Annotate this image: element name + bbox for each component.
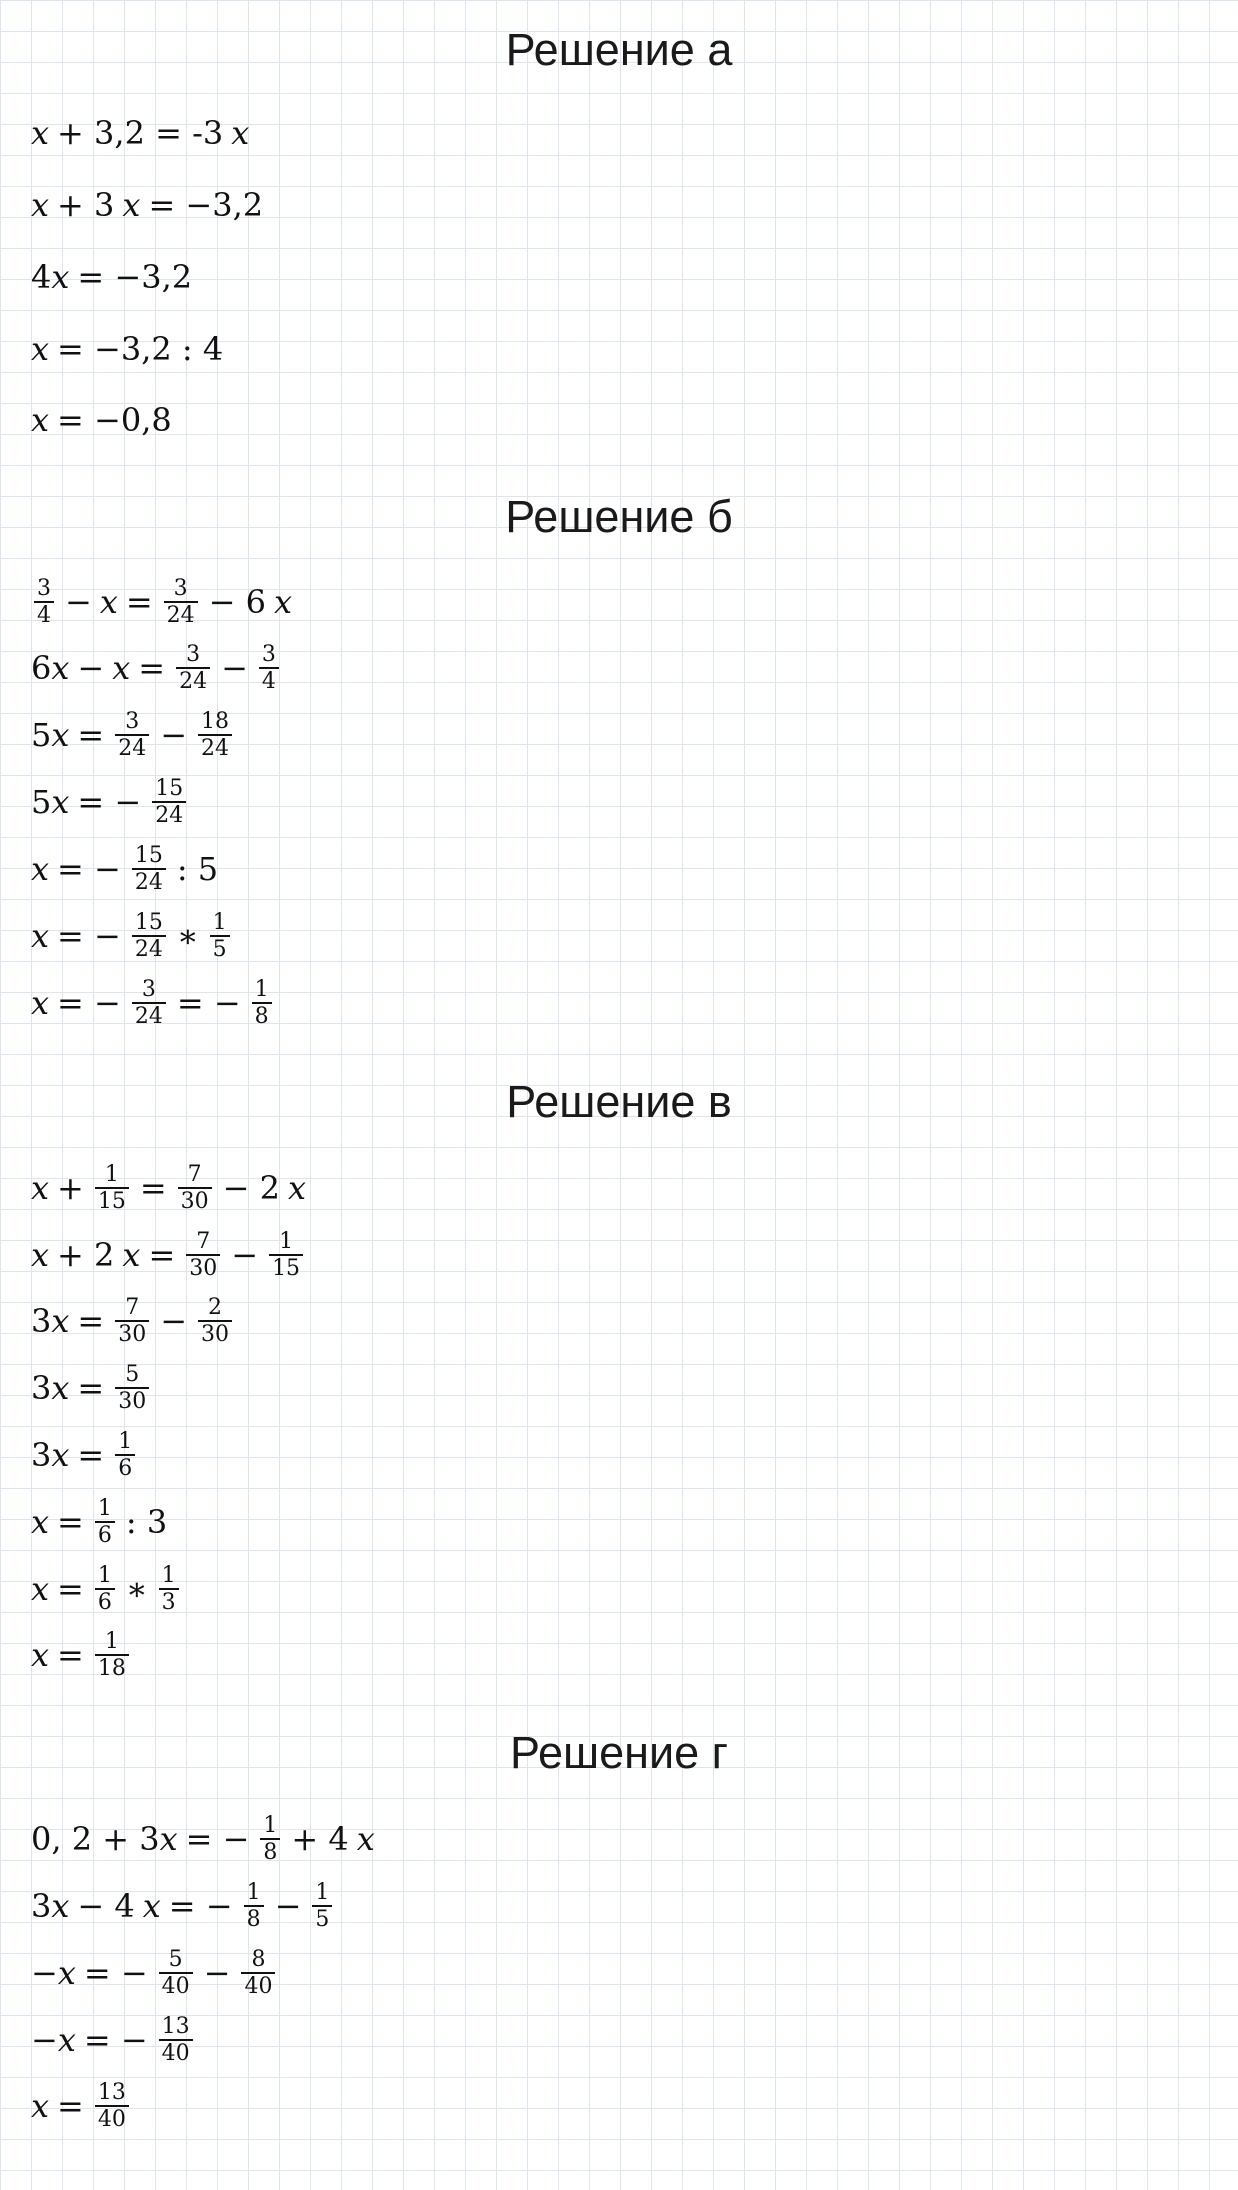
operator: = − (57, 850, 121, 888)
coef: 5 (31, 783, 52, 821)
equation-line (31, 1425, 138, 1485)
operator: = − (57, 917, 121, 955)
fraction-numerator: 2 (208, 1295, 223, 1320)
operator: = − (83, 1954, 148, 1992)
fraction-numerator: 8 (251, 1947, 266, 1972)
section-g-title: Решение г (509, 1727, 729, 1778)
fraction-denominator: 8 (260, 1838, 280, 1865)
fraction-numerator: 3 (141, 977, 156, 1002)
operator: = − (168, 1887, 233, 1925)
equation-line (31, 1625, 132, 1685)
operator: − (160, 1302, 188, 1340)
operator: = (57, 2087, 84, 2125)
equation-line (31, 1158, 306, 1218)
operator: = (77, 1436, 105, 1474)
fraction (259, 642, 279, 694)
fraction-denominator: 8 (244, 1905, 264, 1932)
operator: = − (57, 984, 121, 1022)
var: x (231, 114, 250, 152)
fraction (34, 576, 54, 628)
fraction (244, 1880, 264, 1932)
operator: − 6 (208, 583, 267, 621)
fraction-denominator: 5 (312, 1905, 332, 1932)
var: x (57, 2021, 76, 2059)
equation-line (31, 705, 235, 765)
fraction-numerator: 3 (186, 642, 201, 667)
fraction-denominator: 5 (210, 935, 230, 962)
var: x (31, 401, 50, 439)
var: x (31, 114, 50, 152)
operator: = − (83, 2021, 148, 2059)
fraction-denominator: 4 (34, 601, 54, 628)
fraction (95, 1496, 115, 1548)
fraction-denominator: 24 (115, 734, 149, 761)
fraction-denominator: 3 (159, 1588, 179, 1615)
var: x (51, 1887, 70, 1925)
fraction (252, 977, 272, 1029)
fraction-denominator: 24 (164, 601, 198, 628)
fraction (95, 1563, 115, 1615)
fraction-denominator: 6 (115, 1454, 135, 1481)
operator: − (203, 1954, 231, 1992)
operator: = − (185, 1820, 250, 1858)
var: x (31, 850, 50, 888)
operator: = (77, 716, 105, 754)
operator: = (57, 1570, 84, 1608)
fraction-numerator: 1 (263, 1813, 278, 1838)
fraction (260, 1813, 280, 1865)
fraction-numerator: 1 (104, 1629, 119, 1654)
var: x (288, 1169, 307, 1207)
fraction-numerator: 5 (125, 1362, 140, 1387)
fraction-numerator: 3 (37, 576, 51, 601)
var: x (31, 984, 50, 1022)
fraction-numerator: 7 (125, 1295, 140, 1320)
fraction (198, 709, 232, 761)
var: x (99, 583, 118, 621)
fraction-numerator: 7 (187, 1162, 202, 1187)
fraction (164, 576, 198, 628)
fraction (176, 642, 210, 694)
fraction (115, 709, 149, 761)
fraction (132, 977, 166, 1029)
equation-line (31, 1943, 278, 2003)
var: x (31, 1236, 50, 1274)
operator: − (221, 649, 248, 687)
fraction-numerator: 1 (97, 1496, 112, 1521)
fraction-denominator: 40 (241, 1972, 275, 1999)
fraction (210, 910, 230, 962)
var: x (51, 1369, 70, 1407)
operator: : 3 (125, 1503, 168, 1541)
fraction-denominator: 30 (186, 1254, 220, 1281)
equation-line (31, 638, 282, 698)
coef: 3 (31, 1369, 52, 1407)
fraction (152, 776, 186, 828)
var: x (51, 1436, 70, 1474)
operator: − (274, 1887, 302, 1925)
operator: − (231, 1236, 259, 1274)
operator: + (57, 1169, 84, 1207)
fraction (198, 1295, 232, 1347)
equation-line (31, 839, 226, 899)
var: x (274, 583, 293, 621)
fraction (132, 910, 166, 962)
fraction-denominator: 18 (95, 1654, 129, 1681)
fraction-numerator: 7 (196, 1229, 211, 1254)
expr: + 3,2 = -3 (57, 114, 224, 152)
var: x (31, 186, 50, 224)
fraction-numerator: 1 (104, 1162, 119, 1187)
fraction-denominator: 30 (178, 1187, 212, 1214)
fraction-numerator: 1 (161, 1563, 176, 1588)
fraction-numerator: 15 (134, 843, 163, 868)
fraction-denominator: 8 (252, 1002, 272, 1029)
operator: − 4 (77, 1887, 135, 1925)
fraction-denominator: 24 (152, 801, 186, 828)
equation-line (31, 1291, 235, 1351)
fraction-denominator: 24 (176, 667, 210, 694)
equation-line (31, 247, 200, 307)
fraction-denominator: 15 (269, 1254, 303, 1281)
operator: = (138, 649, 166, 687)
fraction (186, 1229, 220, 1281)
operator: = (139, 1169, 167, 1207)
operator: = − (77, 783, 142, 821)
fraction-numerator: 13 (161, 2014, 190, 2039)
fraction-denominator: 30 (198, 1320, 232, 1347)
operator: − (65, 583, 92, 621)
var: x (122, 186, 141, 224)
var: x (122, 1236, 141, 1274)
equation-line (31, 103, 249, 163)
fraction-numerator: 13 (97, 2080, 126, 2105)
operator: = (57, 1636, 84, 1674)
var: x (31, 2087, 50, 2125)
fraction-denominator: 6 (95, 1588, 115, 1615)
fraction (178, 1162, 212, 1214)
fraction (159, 1563, 179, 1615)
coef: 3 (31, 1302, 52, 1340)
expr: = −0,8 (57, 401, 172, 439)
expr: + 3 (57, 186, 115, 224)
section-b-title: Решение б (505, 491, 733, 542)
fraction (95, 2080, 129, 2132)
operator: : 5 (176, 850, 219, 888)
equation-line (31, 1358, 152, 1418)
fraction-denominator: 40 (159, 1972, 193, 1999)
fraction-numerator: 3 (261, 642, 276, 667)
fraction (95, 1162, 129, 1214)
fraction-numerator: 1 (97, 1563, 112, 1588)
fraction-numerator: 15 (155, 776, 184, 801)
fraction (159, 2014, 193, 2066)
fraction-denominator: 24 (132, 868, 166, 895)
var: x (51, 1302, 70, 1340)
operator: ∗ (176, 917, 199, 955)
var: x (31, 330, 50, 368)
operator: + 2 (57, 1236, 115, 1274)
fraction-denominator: 40 (95, 2105, 129, 2132)
fraction-denominator: 40 (159, 2039, 193, 2066)
var: x (51, 649, 70, 687)
operator: ∗ (125, 1570, 148, 1608)
coef: 0, 2 + 3 (31, 1820, 160, 1858)
var: x (31, 1570, 50, 1608)
coef: 6 (31, 649, 52, 687)
operator: = (77, 1302, 105, 1340)
fraction (269, 1229, 303, 1281)
operator: − (77, 649, 105, 687)
equation-line (31, 1809, 375, 1869)
equation-line (31, 1492, 175, 1552)
fraction-numerator: 5 (168, 1947, 183, 1972)
fraction (159, 1947, 193, 1999)
fraction (241, 1947, 275, 1999)
equation-line (31, 1559, 182, 1619)
var: x (31, 1169, 50, 1207)
fraction (132, 843, 166, 895)
fraction-denominator: 4 (259, 667, 279, 694)
equation-line (31, 772, 189, 832)
equation-line (31, 319, 231, 379)
fraction-numerator: 1 (118, 1429, 133, 1454)
fraction-numerator: 1 (246, 1880, 261, 1905)
expr: = −3,2 : 4 (57, 330, 224, 368)
fraction-numerator: 18 (201, 709, 230, 734)
fraction-numerator: 1 (212, 910, 227, 935)
fraction-numerator: 1 (279, 1229, 294, 1254)
operator: = (125, 583, 153, 621)
operator: − (160, 716, 188, 754)
equation-line (31, 2076, 132, 2136)
coef: 5 (31, 716, 52, 754)
operator: = (77, 1369, 105, 1407)
fraction-denominator: 30 (115, 1387, 149, 1414)
fraction-numerator: 3 (173, 576, 188, 601)
fraction-denominator: 24 (132, 1002, 166, 1029)
var: x (51, 716, 70, 754)
var: x (356, 1820, 375, 1858)
equation-line (31, 572, 292, 632)
equation-line (31, 1225, 306, 1285)
equation-line (31, 2010, 196, 2070)
coef: 3 (31, 1436, 52, 1474)
fraction-denominator: 6 (95, 1521, 115, 1548)
fraction-denominator: 24 (198, 734, 232, 761)
fraction-denominator: 15 (95, 1187, 129, 1214)
equation-line (31, 906, 233, 966)
var: x (31, 1636, 50, 1674)
fraction-denominator: 30 (115, 1320, 149, 1347)
operator: = (57, 1503, 84, 1541)
section-a-title: Решение а (505, 24, 733, 75)
fraction (115, 1429, 135, 1481)
fraction-numerator: 15 (134, 910, 163, 935)
fraction-numerator: 1 (254, 977, 269, 1002)
section-v-title: Решение в (506, 1076, 732, 1127)
fraction-numerator: 1 (315, 1880, 330, 1905)
var: x (142, 1887, 161, 1925)
var: x (31, 1503, 50, 1541)
fraction (312, 1880, 332, 1932)
var: x (112, 649, 131, 687)
var: x (51, 258, 70, 296)
var: x (57, 1954, 76, 1992)
fraction (115, 1295, 149, 1347)
var: x (31, 917, 50, 955)
var: x (51, 783, 70, 821)
expr: = −3,2 (77, 258, 193, 296)
equation-line (31, 1876, 335, 1936)
operator: − 2 (222, 1169, 281, 1207)
coef: − (31, 2021, 58, 2059)
equation-line (31, 973, 275, 1033)
fraction-numerator: 3 (125, 709, 140, 734)
fraction-denominator: 24 (132, 935, 166, 962)
operator: = − (176, 984, 241, 1022)
fraction (115, 1362, 149, 1414)
operator: + 4 (291, 1820, 349, 1858)
coef: 3 (31, 1887, 52, 1925)
coef: 4 (31, 258, 52, 296)
equation-line (31, 390, 180, 450)
var: x (159, 1820, 178, 1858)
fraction (95, 1629, 129, 1681)
coef: − (31, 1954, 58, 1992)
expr: = −3,2 (148, 186, 264, 224)
equation-line (31, 175, 271, 235)
operator: = (148, 1236, 176, 1274)
